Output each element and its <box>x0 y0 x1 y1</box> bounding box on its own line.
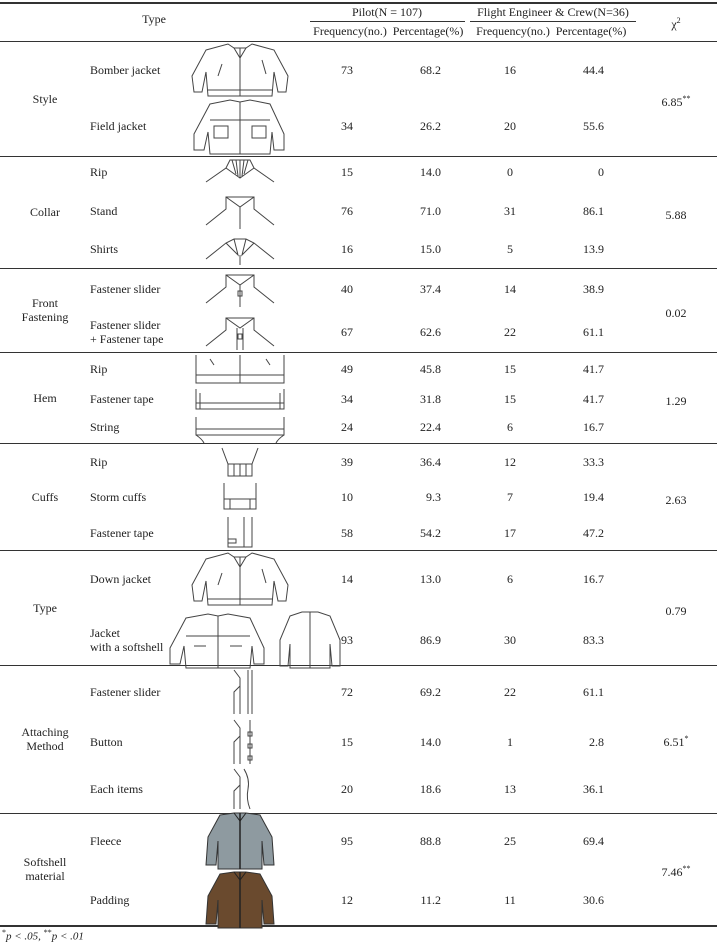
crew-frequency: 25 <box>504 834 516 848</box>
row-item-label: Stand <box>90 204 118 218</box>
pilot-percentage: 69.2 <box>420 685 441 699</box>
pilot-percentage: 31.8 <box>420 392 441 406</box>
crew-percentage: 16.7 <box>583 572 604 586</box>
crew-percentage: 61.1 <box>583 685 604 699</box>
pilot-frequency: 34 <box>341 392 353 406</box>
pilot-frequency: 49 <box>341 362 353 376</box>
pilot-frequency: 16 <box>341 242 353 256</box>
rule-line <box>0 925 717 927</box>
significance-mark: ** <box>682 93 691 103</box>
crew-percentage: 33.3 <box>583 455 604 469</box>
crew-frequency: 13 <box>504 782 516 796</box>
pilot-percentage: 11.2 <box>420 893 441 907</box>
chi-value: 0.02 <box>665 306 687 320</box>
header-span-line <box>470 21 636 22</box>
pilot-percentage: 88.8 <box>420 834 441 848</box>
crew-percentage: 0 <box>598 165 604 179</box>
chi-square-value <box>666 391 687 408</box>
string-hem-icon <box>190 415 290 439</box>
chi-square-value <box>662 92 691 109</box>
attach-each-icon <box>224 768 264 810</box>
group-label: Collar <box>30 205 60 219</box>
header-pilot-freq: Frequency(no.) <box>313 24 387 38</box>
pilot-frequency: 67 <box>341 325 353 339</box>
pilot-percentage: 36.4 <box>420 455 441 469</box>
crew-percentage: 86.1 <box>583 204 604 218</box>
crew-frequency: 15 <box>504 392 516 406</box>
crew-frequency: 16 <box>504 63 516 77</box>
padding-photo <box>205 870 275 930</box>
row-item-label: Button <box>90 735 123 749</box>
pilot-percentage: 62.6 <box>420 325 441 339</box>
pilot-frequency: 39 <box>341 455 353 469</box>
pilot-frequency: 73 <box>341 63 353 77</box>
significance-mark: * <box>684 734 689 743</box>
storm-cuff-icon <box>215 480 265 514</box>
crew-frequency: 12 <box>504 455 516 469</box>
pilot-frequency: 58 <box>341 526 353 540</box>
crew-percentage: 38.9 <box>583 282 604 296</box>
rib-cuff-icon <box>215 445 265 479</box>
pilot-frequency: 40 <box>341 282 353 296</box>
tape-hem-icon <box>190 387 290 411</box>
pilot-percentage: 54.2 <box>420 526 441 540</box>
row-item-label: Down jacket <box>90 572 151 586</box>
header-crew-pct: Percentage(%) <box>555 24 627 38</box>
pilot-percentage: 18.6 <box>420 782 441 796</box>
chi-value: 2.63 <box>665 492 687 507</box>
pilot-frequency: 20 <box>341 782 353 796</box>
rule-line <box>0 41 717 42</box>
chi-value: 6.51 <box>663 735 685 749</box>
chi-square-value <box>664 732 689 749</box>
crew-frequency: 1 <box>507 735 513 749</box>
chi-square-value <box>666 601 687 618</box>
chi-square-value <box>662 862 691 879</box>
crew-frequency: 11 <box>504 893 516 907</box>
pilot-frequency: 15 <box>341 165 353 179</box>
pilot-frequency: 93 <box>341 633 353 647</box>
crew-percentage: 41.7 <box>583 392 604 406</box>
pilot-percentage: 22.4 <box>420 420 441 434</box>
rib-collar-icon <box>200 157 280 187</box>
field-jacket-icon <box>180 96 300 156</box>
chi-value: 5.88 <box>665 208 687 222</box>
header-crew-freq: Frequency(no.) <box>476 24 550 38</box>
fleece-photo <box>205 811 275 871</box>
row-item-label: Jacket with a softshell <box>90 626 164 654</box>
bomber-jacket-icon <box>180 40 300 100</box>
significance-mark: ** <box>682 864 691 873</box>
pilot-frequency: 95 <box>341 834 353 848</box>
header-span-line <box>310 21 465 22</box>
row-item-label: Fastener tape <box>90 392 154 406</box>
crew-percentage: 2.8 <box>589 735 604 749</box>
pilot-percentage: 26.2 <box>420 119 441 133</box>
rule-line <box>0 268 717 269</box>
pilot-percentage: 14.0 <box>420 735 441 749</box>
pilot-percentage: 9.3 <box>426 490 441 504</box>
row-item-label: Fastener slider <box>90 685 161 699</box>
header-crew: Flight Engineer & Crew(N=36) <box>477 5 629 19</box>
chi-square-value <box>666 490 687 507</box>
row-item-label: Field jacket <box>90 119 147 133</box>
row-item-label: Bomber jacket <box>90 63 161 77</box>
softshell-jacket-icon <box>163 612 353 668</box>
chi-square-value <box>666 205 687 222</box>
zip-slider-icon <box>200 269 280 309</box>
chi-value: 0.79 <box>665 603 687 618</box>
pilot-percentage: 71.0 <box>420 204 441 218</box>
crew-frequency: 6 <box>507 420 513 434</box>
crew-frequency: 15 <box>504 362 516 376</box>
pilot-percentage: 86.9 <box>420 633 441 647</box>
pilot-percentage: 15.0 <box>420 242 441 256</box>
crew-frequency: 14 <box>504 282 516 296</box>
crew-frequency: 22 <box>504 685 516 699</box>
rule-line <box>0 352 717 353</box>
pilot-frequency: 12 <box>341 893 353 907</box>
rule-line <box>0 813 717 814</box>
crew-frequency: 22 <box>504 325 516 339</box>
pilot-frequency: 15 <box>341 735 353 749</box>
crew-percentage: 83.3 <box>583 633 604 647</box>
group-label: Type <box>33 600 57 615</box>
pilot-frequency: 10 <box>341 490 353 504</box>
chi-square-value <box>666 303 687 320</box>
crew-percentage: 47.2 <box>583 526 604 540</box>
group-label: Cuffs <box>31 489 59 504</box>
row-item-label: Each items <box>90 782 143 796</box>
crew-frequency: 20 <box>504 119 516 133</box>
crew-percentage: 30.6 <box>583 893 604 907</box>
attach-zip-icon <box>224 668 264 716</box>
crew-percentage: 61.1 <box>583 325 604 339</box>
rule-line <box>0 443 717 444</box>
pilot-frequency: 76 <box>341 204 353 218</box>
pilot-percentage: 14.0 <box>420 165 441 179</box>
row-item-label: Fastener tape <box>90 526 154 540</box>
crew-percentage: 55.6 <box>583 119 604 133</box>
header-type: Type <box>142 12 166 26</box>
crew-frequency: 5 <box>507 242 513 256</box>
zip-tape-icon <box>200 312 280 352</box>
row-item-label: Fastener slider <box>90 282 161 296</box>
rib-hem-icon <box>190 354 290 384</box>
pilot-percentage: 13.0 <box>420 572 441 586</box>
row-item-label: Shirts <box>90 242 119 256</box>
pilot-percentage: 68.2 <box>420 63 441 77</box>
crew-percentage: 36.1 <box>583 782 604 796</box>
row-item-label: Rip <box>90 455 108 469</box>
row-item-label: String <box>90 420 120 434</box>
pilot-frequency: 24 <box>341 420 353 434</box>
crew-frequency: 17 <box>504 526 516 540</box>
group-label: Style <box>32 91 58 106</box>
row-item-label: Fastener slider + Fastener tape <box>90 318 164 346</box>
crew-frequency: 6 <box>507 572 513 586</box>
shirt-collar-icon <box>200 234 280 264</box>
attach-button-icon <box>224 718 264 766</box>
tape-cuff-icon <box>215 516 265 550</box>
crew-percentage: 16.7 <box>583 420 604 434</box>
group-label: Softshell material <box>23 855 67 883</box>
group-label: Hem <box>33 390 57 405</box>
pilot-frequency: 34 <box>341 119 353 133</box>
rule-line <box>0 665 717 666</box>
pilot-frequency: 14 <box>341 572 353 586</box>
chi-value: 7.46 <box>661 865 683 879</box>
rule-line <box>0 550 717 551</box>
crew-percentage: 44.4 <box>583 63 604 77</box>
pilot-frequency: 72 <box>341 685 353 699</box>
crew-frequency: 30 <box>504 633 516 647</box>
crew-frequency: 7 <box>507 490 513 504</box>
crew-frequency: 0 <box>507 165 513 179</box>
row-item-label: Rip <box>90 362 108 376</box>
row-item-label: Storm cuffs <box>90 490 147 504</box>
group-label: Attaching Method <box>21 725 69 753</box>
header-pilot-pct: Percentage(%) <box>392 24 464 38</box>
row-item-label: Rip <box>90 165 108 179</box>
chi-value: 6.85 <box>661 94 683 109</box>
crew-frequency: 31 <box>504 204 516 218</box>
row-item-label: Fleece <box>90 834 122 848</box>
pilot-percentage: 45.8 <box>420 362 441 376</box>
group-label: Front Fastening <box>21 296 69 324</box>
rule-line <box>0 2 717 4</box>
rule-line <box>0 156 717 157</box>
row-item-label: Padding <box>90 893 130 907</box>
stand-collar-icon <box>200 191 280 231</box>
crew-percentage: 69.4 <box>583 834 604 848</box>
header-pilot: Pilot(N = 107) <box>351 5 423 19</box>
crew-percentage: 13.9 <box>583 242 604 256</box>
down-jacket-icon <box>180 549 300 609</box>
pilot-percentage: 37.4 <box>420 282 441 296</box>
crew-percentage: 19.4 <box>583 490 604 504</box>
footnote: *p < .05, **p < .01 <box>2 928 84 943</box>
header-chi: $\chi^2$ <box>671 16 681 31</box>
crew-percentage: 41.7 <box>583 362 604 376</box>
chi-value: 1.29 <box>665 393 687 408</box>
